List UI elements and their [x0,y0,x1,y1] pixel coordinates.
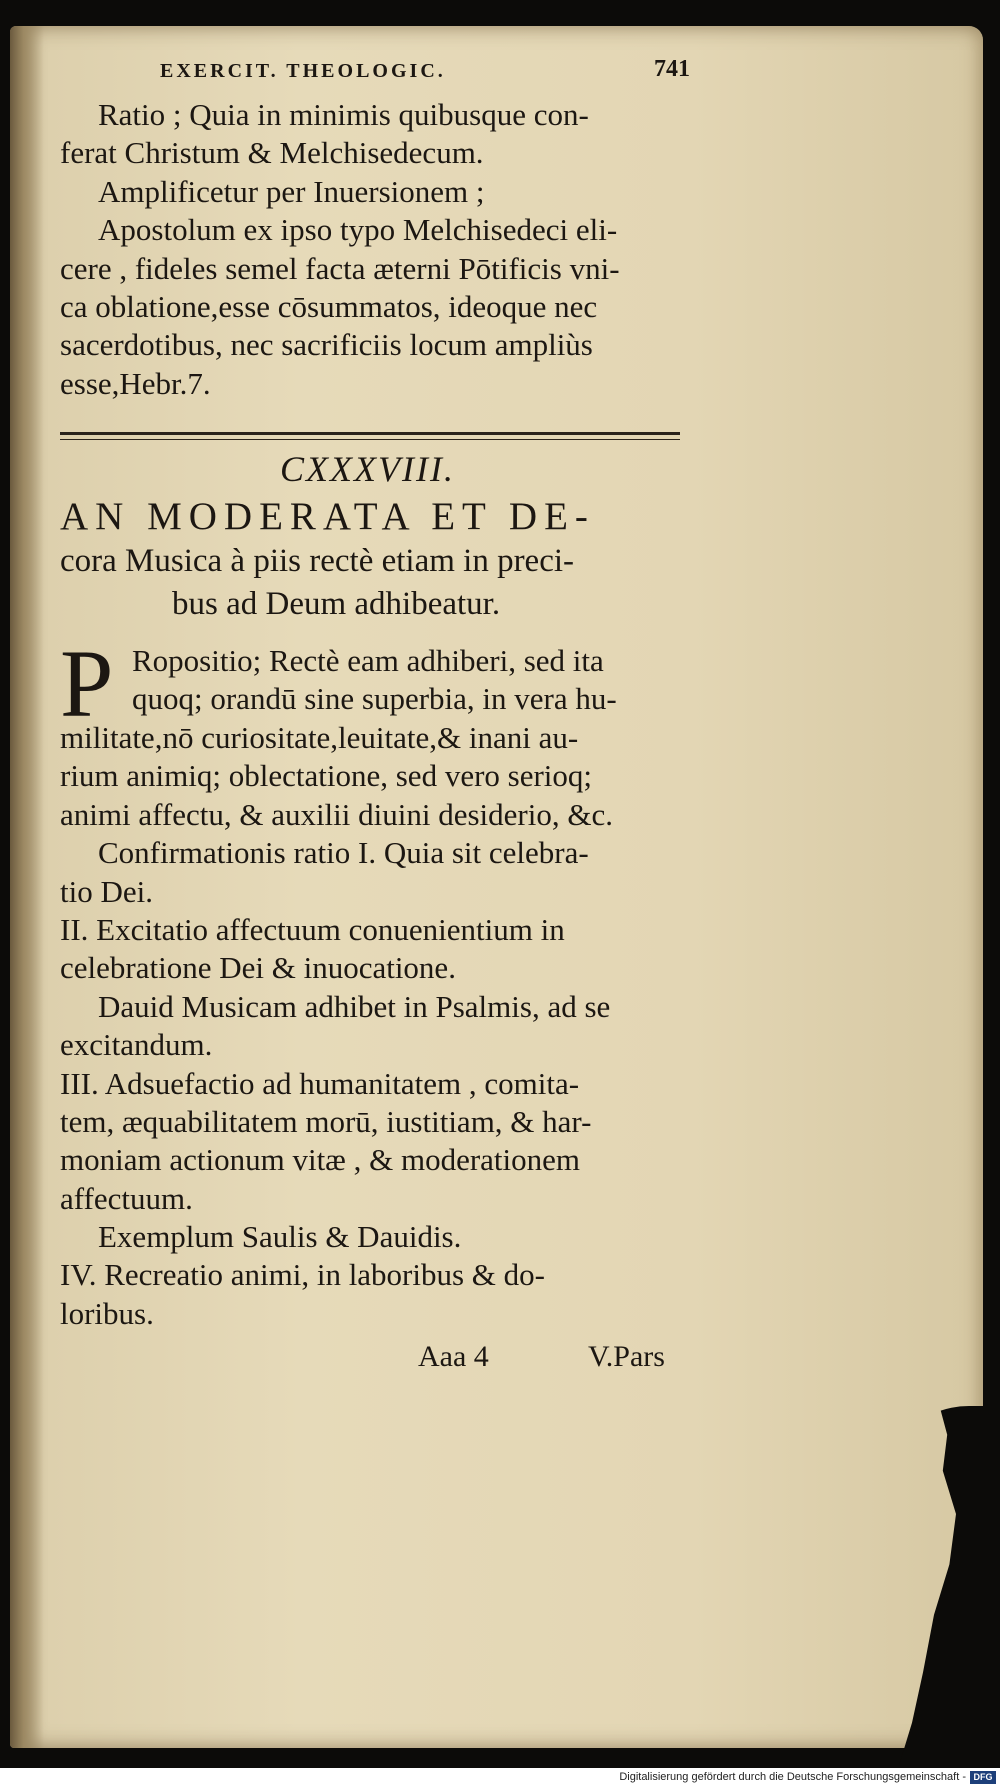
page-gutter-shadow [10,26,44,1748]
text-line: sacerdotibus, nec sacrificiis locum ampliùs [60,327,593,363]
damaged-corner [879,1406,989,1766]
text-line: rium animiq; oblectatione, sed vero serioq; [60,758,593,794]
text-line: Apostolum ex ipso typo Melchisedeci eli- [98,212,618,248]
text-line: quoq; orandū sine superbia, in vera hu- [132,681,617,717]
text-line: animi affectu, & auxilii diuini desiderio, &c. [60,796,613,832]
text-line: tem, æquabilitatem morū, iustitiam, & har- [60,1103,592,1139]
text-line: II. Excitatio affectuum conuenientium in [60,911,565,947]
text-line: loribus. [60,1295,154,1331]
text-line: ferat Christum & Melchisedecum. [60,135,484,171]
chapter-number: CXXXVIII. [280,449,455,489]
chapter-heading-line-2: cora Musica à piis rectè etiam in preci- [60,543,575,579]
running-head: EXERCIT. THEOLOGIC. [160,60,446,82]
body-text-block [60,719,613,1333]
text-line: cere , fideles semel facta æterni Pōtificis vni- [60,250,620,286]
drop-capital: P [60,630,114,737]
text-line: III. Adsuefactio ad humanitatem , comita- [60,1065,580,1101]
text-line: militate,nō curiositate,leuitate,& inani au- [60,720,579,755]
text-line: Confirmationis ratio I. Quia sit celebra- [98,835,589,871]
text-line: excitandum. [60,1027,213,1063]
dfg-logo: DFG [970,1771,996,1784]
text-line: Ropositio; Rectè eam adhiberi, sed ita [132,643,604,678]
text-line: Ratio ; Quia in minimis quibusque con- [98,97,589,132]
section-rule-thin [60,439,680,440]
text-line: affectuum. [60,1180,193,1216]
text-line: IV. Recreatio animi, in laboribus & do- [60,1257,545,1293]
text-line: tio Dei. [60,873,153,909]
text-line: celebratione Dei & inuocatione. [60,950,456,986]
section-rule [60,432,680,435]
top-text-block [60,96,620,403]
text-line: Dauid Musicam adhibet in Psalmis, ad se [98,988,611,1024]
catchword: V.Pars [588,1340,665,1373]
digitization-notice: Digitalisierung gefördert durch die Deutsche Forschungsgemeinschaft - [619,1771,966,1783]
text-line: ca oblatione,esse cōsummatos, ideoque nec [60,288,598,324]
chapter-heading-caps: AN MODERATA ET DE- [60,495,595,538]
text-line: Exemplum Saulis & Dauidis. [98,1219,462,1255]
text-line: Amplificetur per Inuersionem ; [98,173,485,209]
page-number: 741 [654,56,690,82]
text-line: esse,Hebr.7. [60,365,211,401]
chapter-heading-line-3: bus ad Deum adhibeatur. [172,586,501,622]
signature-mark: Aaa 4 [418,1340,489,1373]
text-line: moniam actionum vitæ , & moderationem [60,1142,581,1178]
dropcap-lines [132,642,617,719]
